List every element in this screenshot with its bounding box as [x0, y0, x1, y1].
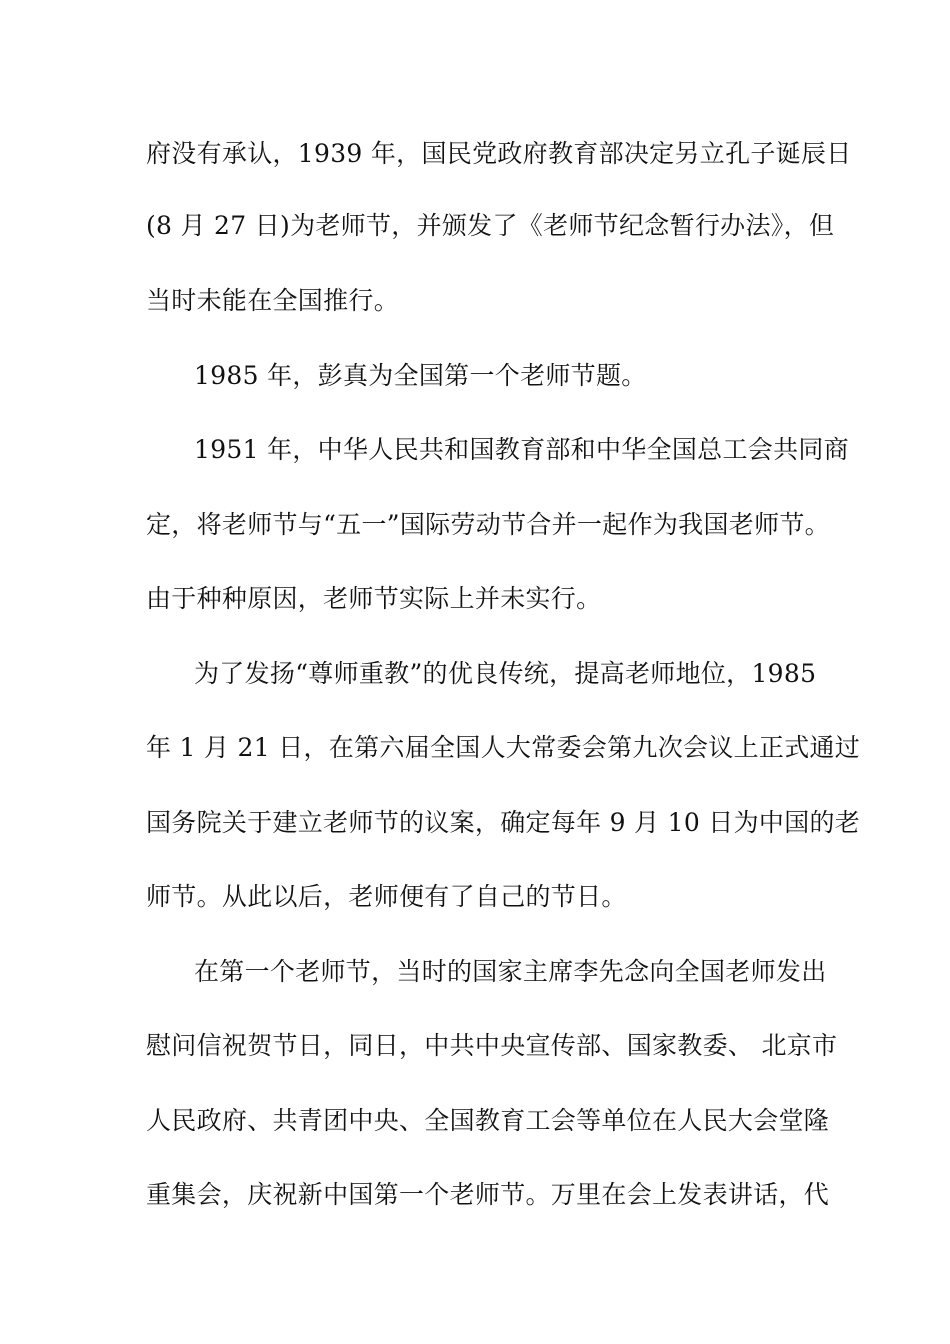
paragraph-first-line: 在第一个老师节，当时的国家主席李先念向全国老师发出: [194, 957, 827, 986]
text-line: 府没有承认，1939 年，国民党政府教育部决定另立孔子诞辰日: [146, 139, 852, 168]
text-line: 重集会，庆祝新中国第一个老师节。万里在会上发表讲话，代: [146, 1180, 830, 1209]
paragraph-first-line: 为了发扬“尊师重教”的优良传统，提高老师地位，1985: [194, 659, 817, 688]
text-line: 由于种种原因，老师节实际上并未实行。: [146, 584, 602, 613]
text-line: 定，将老师节与“五一”国际劳动节合并一起作为我国老师节。: [146, 510, 830, 539]
text-line: 国务院关于建立老师节的议案，确定每年 9 月 10 日为中国的老: [146, 808, 861, 837]
text-line: 慰问信祝贺节日，同日，中共中央宣传部、国家教委、 北京市: [146, 1031, 838, 1060]
text-line: 人民政府、共青团中央、全国教育工会等单位在人民大会堂隆: [146, 1106, 830, 1135]
text-line: 师节。从此以后，老师便有了自己的节日。: [146, 882, 627, 911]
paragraph-first-line: 1985 年，彭真为全国第一个老师节题。: [194, 361, 647, 390]
paragraph-first-line: 1951 年，中华人民共和国教育部和中华全国总工会共同商: [194, 435, 849, 464]
text-line: 年 1 月 21 日，在第六届全国人大常委会第九次会议上正式通过: [146, 733, 861, 762]
text-line: 当时未能在全国推行。: [146, 286, 400, 315]
text-line: (8 月 27 日)为老师节，并颁发了《老师节纪念暂行办法》，但: [146, 211, 835, 240]
